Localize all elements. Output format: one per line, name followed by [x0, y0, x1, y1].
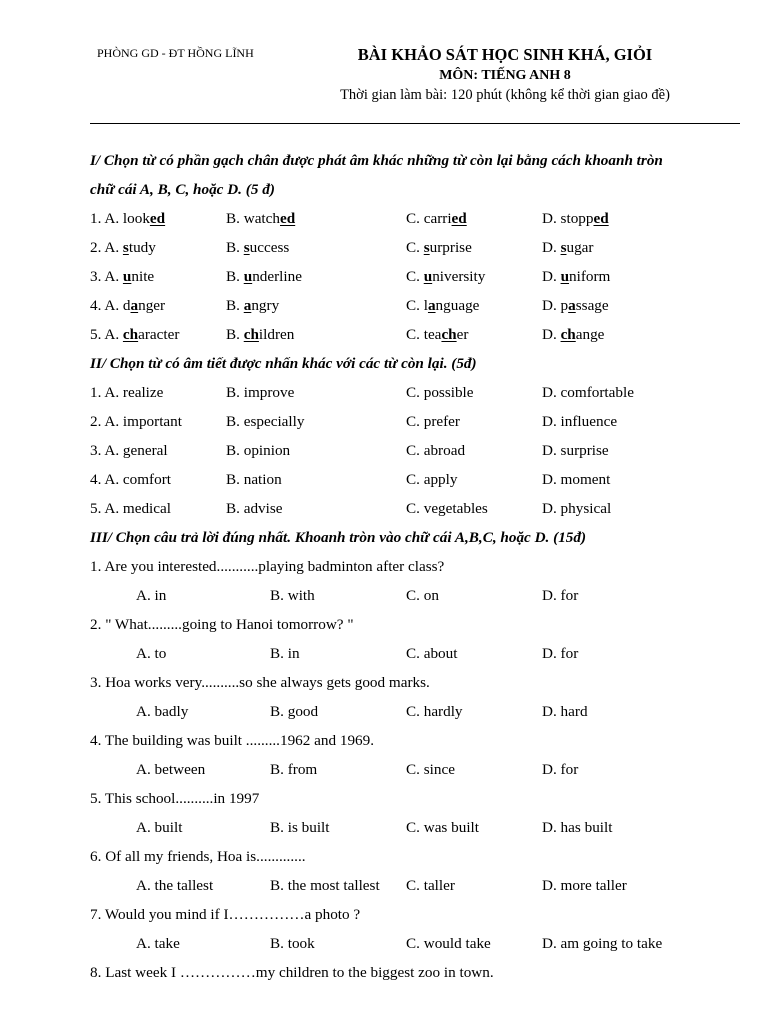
- answer-option[interactable]: [226, 233, 289, 262]
- answer-option[interactable]: 2. A. important: [90, 413, 182, 430]
- question-row: [90, 233, 750, 262]
- answer-row: [90, 813, 750, 842]
- answer-option[interactable]: C. hardly: [406, 703, 463, 720]
- option-text: D. p: [542, 297, 569, 314]
- answer-option[interactable]: C. taller: [406, 877, 455, 894]
- option-text: 5. A.: [90, 326, 123, 343]
- answer-option[interactable]: D. for: [542, 645, 579, 662]
- answer-option[interactable]: A. take: [136, 935, 180, 952]
- underlined-sound: ch: [122, 326, 139, 343]
- answer-option[interactable]: [542, 233, 593, 262]
- underlined-sound: a: [427, 297, 436, 314]
- underlined-sound: u: [423, 268, 433, 285]
- answer-option[interactable]: [406, 233, 472, 262]
- option-text: niversity: [432, 268, 486, 285]
- option-text: 3. A.: [90, 268, 123, 285]
- answer-option[interactable]: A. badly: [136, 703, 189, 720]
- underlined-sound: a: [243, 297, 252, 314]
- answer-option[interactable]: [226, 291, 279, 320]
- answer-option[interactable]: B. from: [270, 761, 318, 778]
- answer-option[interactable]: A. in: [136, 587, 167, 604]
- answer-option[interactable]: D. more taller: [542, 877, 627, 894]
- answer-row: [90, 639, 750, 668]
- underlined-sound: s: [560, 239, 567, 256]
- answer-option[interactable]: C. about: [406, 645, 458, 662]
- option-text: B.: [226, 326, 244, 343]
- answer-option[interactable]: [542, 262, 610, 291]
- answer-option[interactable]: C. apply: [406, 471, 458, 488]
- section3-heading: III/ Chọn câu trả lời đúng nhất. Khoanh tròn vào chữ cái A,B,C, hoặc D. (15đ): [90, 529, 587, 546]
- underlined-sound: ed: [280, 210, 296, 227]
- option-text: uccess: [249, 239, 290, 256]
- section2-heading: II/ Chọn từ có âm tiết được nhấn khác với các từ còn lại. (5đ): [90, 355, 477, 372]
- title-block: [330, 44, 680, 105]
- answer-option[interactable]: [542, 320, 604, 349]
- underlined-sound: a: [568, 297, 576, 314]
- section2-questions: [90, 378, 750, 523]
- option-text: B.: [226, 297, 244, 314]
- answer-option[interactable]: [406, 204, 467, 233]
- answer-option[interactable]: [226, 262, 302, 291]
- underlined-sound: ch: [560, 326, 576, 343]
- underlined-sound: s: [423, 239, 430, 256]
- answer-option[interactable]: B. nation: [226, 471, 282, 488]
- answer-option[interactable]: B. is built: [270, 819, 330, 836]
- answer-row: [90, 755, 750, 784]
- answer-option[interactable]: 5. A. medical: [90, 500, 171, 517]
- answer-row: [90, 697, 750, 726]
- option-text: C.: [406, 268, 424, 285]
- option-text: 1. A. look: [90, 210, 150, 227]
- exam-subject: MÔN: TIẾNG ANH 8: [439, 68, 571, 83]
- answer-option[interactable]: C. on: [406, 587, 439, 604]
- underlined-sound: u: [243, 268, 253, 285]
- underlined-sound: u: [122, 268, 132, 285]
- option-text: nderline: [252, 268, 302, 285]
- question-row: [90, 465, 750, 494]
- answer-option[interactable]: [542, 204, 609, 233]
- answer-option[interactable]: D. for: [542, 761, 579, 778]
- option-text: D.: [542, 268, 561, 285]
- option-text: ugar: [566, 239, 594, 256]
- answer-option[interactable]: [406, 320, 468, 349]
- underlined-sound: ch: [441, 326, 457, 343]
- underlined-sound: ch: [243, 326, 259, 343]
- option-text: D.: [542, 326, 561, 343]
- option-text: C. carri: [406, 210, 452, 227]
- question-text: 5. This school..........in 1997: [90, 790, 260, 807]
- option-text: C.: [406, 239, 424, 256]
- question-text: 1. Are you interested...........playing badminton after class?: [90, 558, 445, 575]
- option-text: C. l: [406, 297, 428, 314]
- answer-option[interactable]: B. with: [270, 587, 315, 604]
- answer-option[interactable]: B. improve: [226, 384, 295, 401]
- question-row: [90, 320, 750, 349]
- option-text: B.: [226, 268, 244, 285]
- option-text: ange: [575, 326, 605, 343]
- option-text: D. stopp: [542, 210, 594, 227]
- answer-option[interactable]: D. physical: [542, 500, 612, 517]
- option-text: tudy: [128, 239, 156, 256]
- option-text: niform: [569, 268, 611, 285]
- answer-row: [90, 929, 750, 958]
- answer-option[interactable]: [226, 204, 295, 233]
- option-text: ildren: [258, 326, 295, 343]
- answer-option[interactable]: [406, 262, 485, 291]
- option-text: aracter: [138, 326, 180, 343]
- answer-option[interactable]: 1. A. realize: [90, 384, 164, 401]
- underlined-sound: a: [130, 297, 139, 314]
- header-divider: [90, 123, 740, 124]
- answer-option[interactable]: C. since: [406, 761, 455, 778]
- underlined-sound: u: [560, 268, 570, 285]
- underlined-sound: ed: [451, 210, 467, 227]
- answer-option[interactable]: [90, 320, 179, 349]
- option-text: urprise: [429, 239, 472, 256]
- question-row: [90, 436, 750, 465]
- answer-option[interactable]: [90, 233, 156, 262]
- answer-option[interactable]: B. took: [270, 935, 315, 952]
- question-text: 3. Hoa works very..........so she always gets good marks.: [90, 674, 430, 691]
- option-text: nguage: [435, 297, 480, 314]
- answer-option[interactable]: D. comfortable: [542, 384, 634, 401]
- exam-content: [90, 146, 750, 987]
- question-row: [90, 407, 750, 436]
- answer-option[interactable]: B. in: [270, 645, 300, 662]
- underlined-sound: ed: [593, 210, 609, 227]
- question-text: 4. The building was built .........1962 and 1969.: [90, 732, 375, 749]
- answer-option[interactable]: [90, 262, 154, 291]
- question-row: [90, 378, 750, 407]
- answer-option[interactable]: A. to: [136, 645, 167, 662]
- question-text: 8. Last week I ……………my children to the biggest zoo in town.: [90, 964, 494, 981]
- question-row: [90, 204, 750, 233]
- exam-title: BÀI KHẢO SÁT HỌC SINH KHÁ, GIỎI: [357, 45, 653, 64]
- answer-option[interactable]: A. between: [136, 761, 206, 778]
- answer-row: [90, 581, 750, 610]
- answer-option[interactable]: D. for: [542, 587, 579, 604]
- option-text: 2. A.: [90, 239, 123, 256]
- section1-questions: [90, 204, 750, 349]
- answer-option[interactable]: C. was built: [406, 819, 479, 836]
- answer-option[interactable]: D. influence: [542, 413, 618, 430]
- answer-option[interactable]: D. moment: [542, 471, 611, 488]
- answer-option[interactable]: C. vegetables: [406, 500, 488, 517]
- option-text: B.: [226, 239, 244, 256]
- option-text: ngry: [251, 297, 280, 314]
- question-row: [90, 494, 750, 523]
- answer-option[interactable]: B. opinion: [226, 442, 291, 459]
- answer-option[interactable]: B. the most tallest: [270, 877, 380, 894]
- answer-option[interactable]: 4. A. comfort: [90, 471, 171, 488]
- answer-option[interactable]: C. prefer: [406, 413, 460, 430]
- question-text: 6. Of all my friends, Hoa is.............: [90, 848, 306, 865]
- answer-option[interactable]: A. the tallest: [136, 877, 214, 894]
- answer-option[interactable]: C. would take: [406, 935, 491, 952]
- answer-row: [90, 871, 750, 900]
- option-text: nger: [138, 297, 166, 314]
- option-text: 4. A. d: [90, 297, 131, 314]
- answer-option[interactable]: C. abroad: [406, 442, 466, 459]
- answer-option[interactable]: A. built: [136, 819, 183, 836]
- answer-option[interactable]: D. has built: [542, 819, 613, 836]
- option-text: B. watch: [226, 210, 280, 227]
- question-text: 7. Would you mind if I……………a photo ?: [90, 906, 361, 923]
- answer-option[interactable]: [90, 291, 165, 320]
- answer-option[interactable]: B. especially: [226, 413, 305, 430]
- answer-option[interactable]: C. possible: [406, 384, 474, 401]
- answer-option[interactable]: B. good: [270, 703, 319, 720]
- option-text: ssage: [575, 297, 609, 314]
- question-row: [90, 262, 750, 291]
- option-text: C. tea: [406, 326, 442, 343]
- underlined-sound: s: [122, 239, 129, 256]
- answer-option[interactable]: D. am going to take: [542, 935, 663, 952]
- underlined-sound: s: [243, 239, 250, 256]
- answer-option[interactable]: 3. A. general: [90, 442, 168, 459]
- question-text: 2. " What.........going to Hanoi tomorrow? ": [90, 616, 354, 633]
- answer-option[interactable]: D. surprise: [542, 442, 609, 459]
- option-text: er: [456, 326, 469, 343]
- section1-heading: I/ Chọn từ có phần gạch chân được phát âm khác những từ còn lại bằng cách khoanh tròn chữ cái A, B, C, hoặc D. (5 đ): [90, 152, 663, 198]
- answer-option[interactable]: D. hard: [542, 703, 588, 720]
- answer-option[interactable]: B. advise: [226, 500, 283, 517]
- answer-option[interactable]: [542, 291, 609, 320]
- answer-option[interactable]: [90, 204, 165, 233]
- question-row: [90, 291, 750, 320]
- answer-option[interactable]: [406, 291, 479, 320]
- section3-questions: [90, 552, 750, 987]
- underlined-sound: ed: [149, 210, 166, 227]
- exam-duration: Thời gian làm bài: 120 phút (không kể thời gian giao đề): [340, 87, 670, 103]
- option-text: D.: [542, 239, 561, 256]
- answer-option[interactable]: [226, 320, 294, 349]
- option-text: nite: [131, 268, 155, 285]
- department-label: PHÒNG GD - ĐT HỒNG LĨNH: [97, 46, 254, 60]
